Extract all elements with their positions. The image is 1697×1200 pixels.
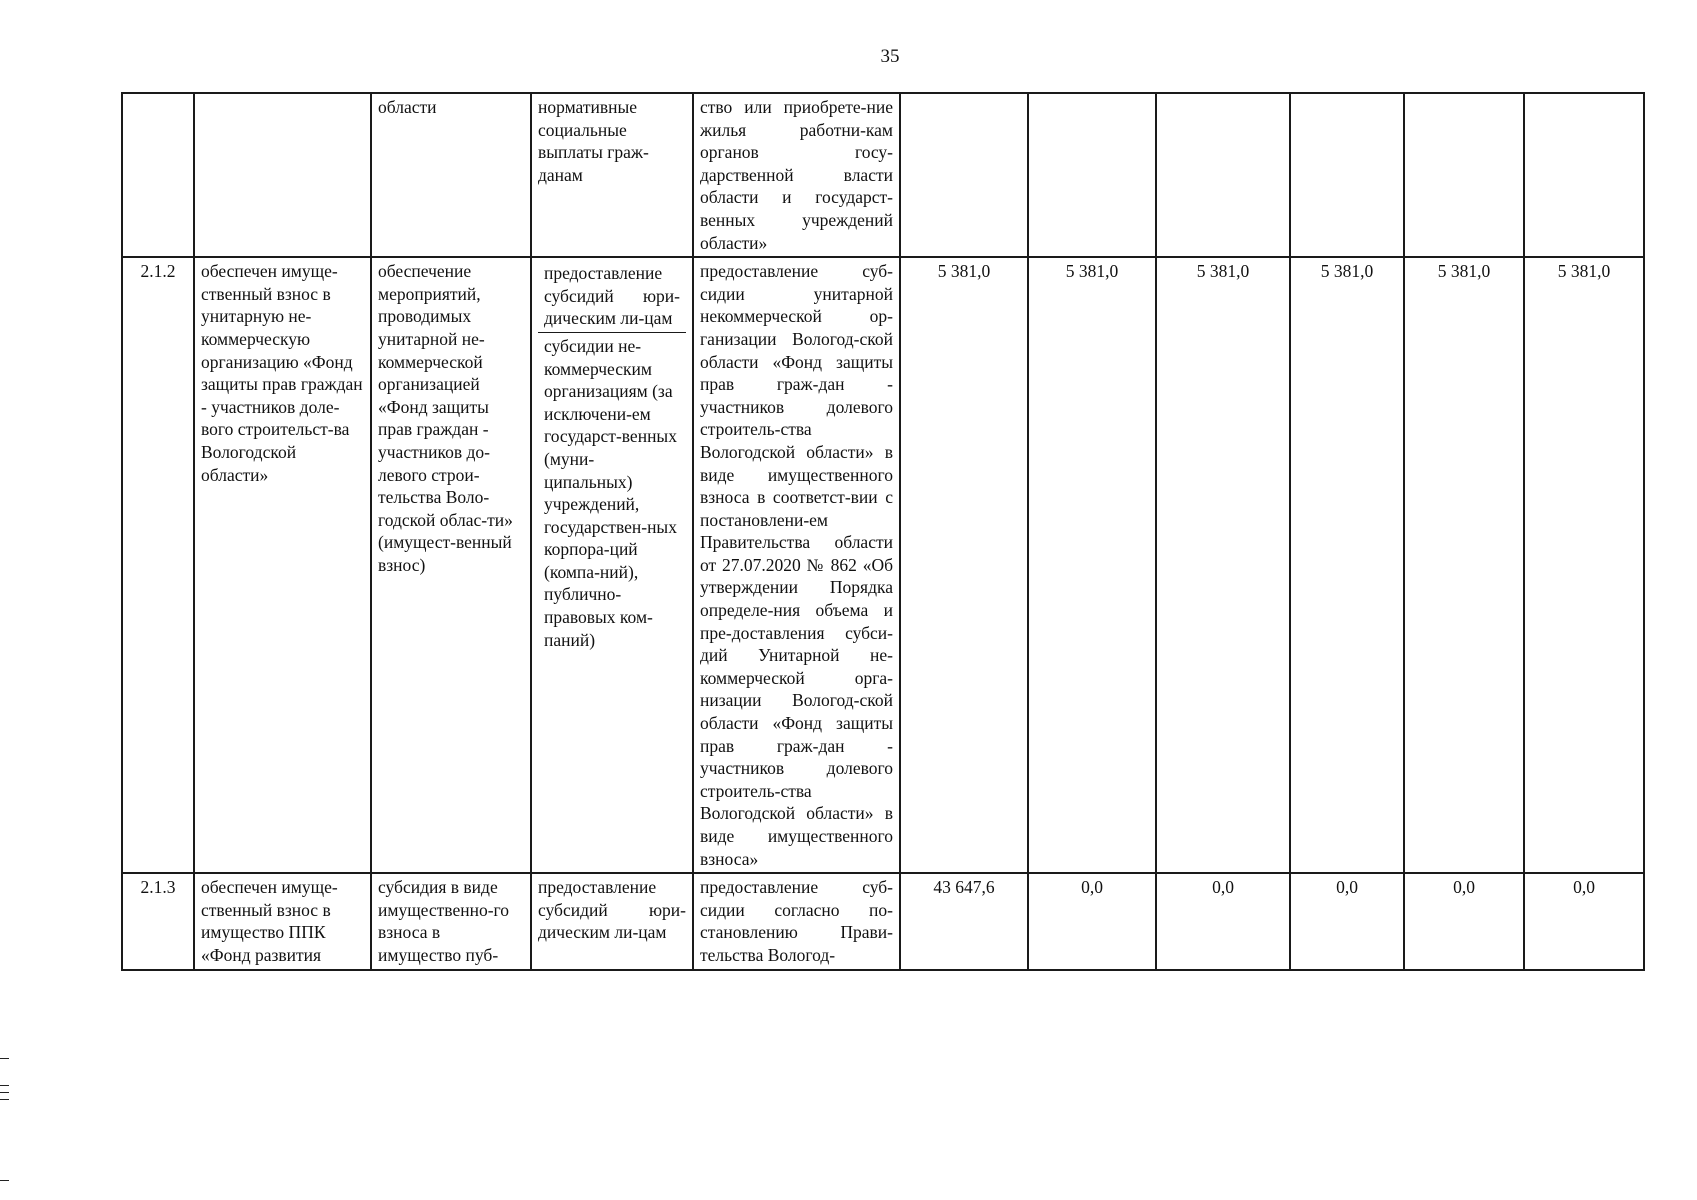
value-cell xyxy=(1290,257,1404,873)
measure-text: области xyxy=(378,97,437,117)
description-cell xyxy=(693,873,900,969)
value-3: 0,0 xyxy=(1212,877,1234,898)
value-cell xyxy=(1404,257,1524,873)
value-cell xyxy=(1404,873,1524,969)
description-text: ство или приобрете-ние жилья работни-кам органов госу-дарственной власти области и государст-венных учреждений области» xyxy=(700,97,893,253)
value-cell xyxy=(900,873,1028,969)
measure-cell xyxy=(371,93,531,257)
direction-cell xyxy=(531,257,693,873)
row-code-cell xyxy=(122,257,194,873)
result-cell xyxy=(194,873,371,969)
row-code-cell xyxy=(122,93,194,257)
margin-mark xyxy=(0,1180,9,1181)
value-cell xyxy=(1404,93,1524,257)
value-5: 0,0 xyxy=(1453,877,1475,898)
result-text: обеспечен имуще-ственный взнос в имущество ППК «Фонд развития xyxy=(201,877,338,965)
description-text: предоставление суб-сидии согласно по-становлению Прави-тельства Вологод- xyxy=(700,877,893,965)
description-text: предоставление суб-сидии унитарной некоммерческой ор-ганизации Вологод-ской области «Фонд защиты прав граж-дан - участников долевого строитель-ства Вологодской области» в виде имущественного взноса в соответст-вии с постановлени-ем Правительства области от 27.07.2020 № 862 «Об утверждении Порядка определе-ния объема и пре-доставления субси-дий Унитарной не-коммерческой орга-низации Вологод-ской области «Фонд защиты прав граж-дан - участников долевого строитель-ства Вологодской области» в виде имущественного взноса» xyxy=(700,261,893,869)
result-text: обеспечен имуще-ственный взнос в унитарную не-коммерческую организацию «Фонд защиты прав граждан - участников доле-вого строительст-ва Вологодской области» xyxy=(201,261,363,485)
value-cell xyxy=(900,93,1028,257)
value-6: 5 381,0 xyxy=(1557,261,1611,282)
row-code: 2.1.2 xyxy=(140,261,176,282)
table-row-2-1-3 xyxy=(122,873,1644,969)
margin-mark xyxy=(0,1058,9,1059)
value-cell xyxy=(1156,257,1290,873)
measure-text: субсидия в виде имущественно-го взноса в имущество пуб- xyxy=(378,877,510,965)
table-row-2-1-2 xyxy=(122,257,1644,873)
direction-cell xyxy=(531,93,693,257)
direction-text: предоставление субсидий юри-дическим ли-цам xyxy=(538,877,686,943)
value-cell xyxy=(1524,93,1644,257)
result-cell xyxy=(194,257,371,873)
program-table xyxy=(121,92,1645,971)
direction-text-2: субсидии не-коммерческим организациям (за исключени-ем государст-венных (муни-ципальных) учреждений, государствен-ных корпора-ций (компа-ний), публично-правовых ком-паний) xyxy=(544,335,677,650)
margin-mark xyxy=(0,1099,9,1100)
result-cell xyxy=(194,93,371,257)
value-cell xyxy=(1290,873,1404,969)
margin-mark xyxy=(0,1085,9,1086)
measure-cell xyxy=(371,257,531,873)
value-2: 5 381,0 xyxy=(1065,261,1119,282)
value-1: 5 381,0 xyxy=(937,261,991,282)
value-cell xyxy=(1156,93,1290,257)
value-cell xyxy=(900,257,1028,873)
value-4: 0,0 xyxy=(1336,877,1358,898)
description-cell xyxy=(693,257,900,873)
value-cell xyxy=(1524,873,1644,969)
margin-mark xyxy=(0,1092,9,1093)
value-6: 0,0 xyxy=(1573,877,1595,898)
measure-cell xyxy=(371,873,531,969)
value-3: 5 381,0 xyxy=(1196,261,1250,282)
page-number: 35 xyxy=(880,46,900,67)
value-1: 43 647,6 xyxy=(933,877,995,898)
direction-text-1: предоставление субсидий юри-дическим ли-цам xyxy=(538,260,686,333)
measure-text: обеспечение мероприятий, проводимых унитарной не-коммерческой организацией «Фонд защиты прав граждан - участников до-левого строи-тельства Воло-годской облас-ти» (имущест-венный взнос) xyxy=(378,261,513,575)
description-cell xyxy=(693,93,900,257)
row-code: 2.1.3 xyxy=(140,877,176,898)
row-code-cell xyxy=(122,873,194,969)
value-cell xyxy=(1524,257,1644,873)
value-cell xyxy=(1028,93,1156,257)
direction-cell xyxy=(531,873,693,969)
value-cell xyxy=(1028,873,1156,969)
table-row-continued xyxy=(122,93,1644,257)
value-cell xyxy=(1156,873,1290,969)
direction-text: нормативные социальные выплаты граж-данам xyxy=(538,97,649,185)
value-2: 0,0 xyxy=(1081,877,1103,898)
value-5: 5 381,0 xyxy=(1437,261,1491,282)
value-cell xyxy=(1290,93,1404,257)
value-4: 5 381,0 xyxy=(1320,261,1374,282)
value-cell xyxy=(1028,257,1156,873)
